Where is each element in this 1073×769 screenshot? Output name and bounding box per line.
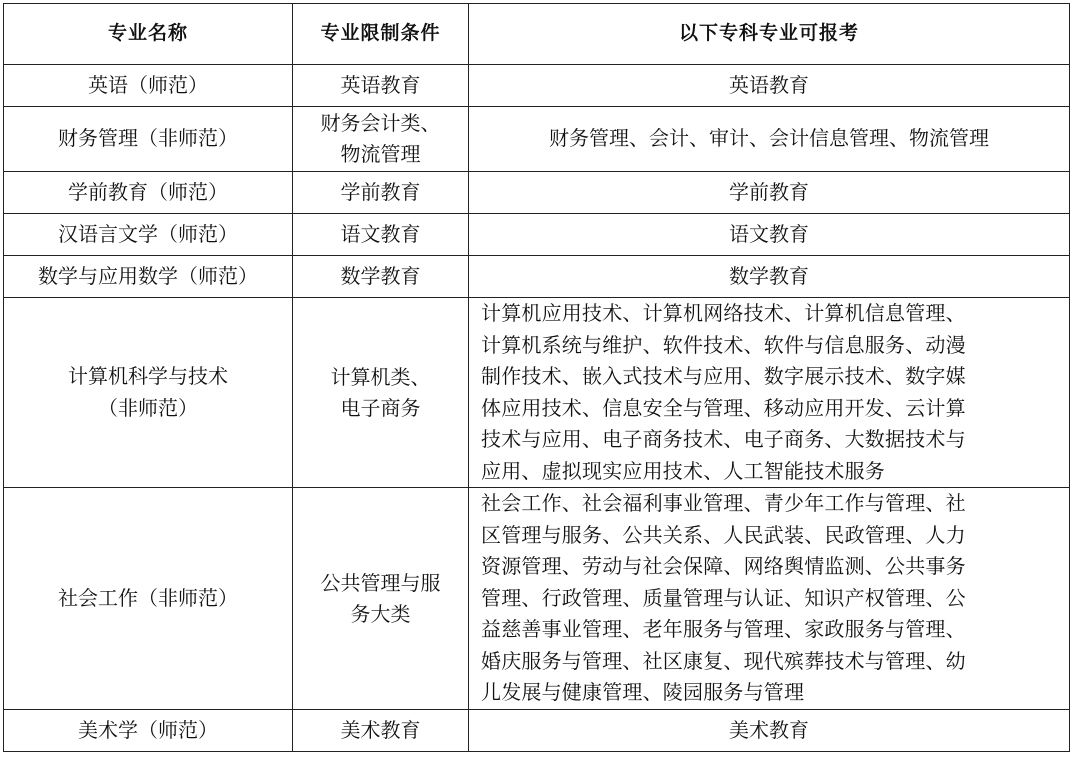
restriction-line: 美术教育 [340,718,421,742]
document-page [3,3,1070,752]
eligible-line: 美术教育 [729,717,809,742]
restriction-line: 公共管理与服 [320,570,441,595]
eligible-line: 语文教育 [729,221,809,246]
restriction-line: 计算机类、 [330,364,431,389]
eligible-line: 儿发展与健康管理、陵园服务与管理 [481,680,805,705]
eligible-line: 益慈善事业管理、老年服务与管理、家政服务与管理、 [481,617,966,642]
major-name-cell: 财务管理（非师范） [4,107,293,172]
major-name-line: （非师范） [98,395,198,420]
restriction-line: 英语教育 [340,73,421,97]
major-name-cell: 学前教育（师范） [4,172,293,214]
table-row [4,256,1070,298]
restriction-cell [293,256,469,298]
eligible-line: 计算机应用技术、计算机网络技术、计算机信息管理、 [481,301,966,325]
major-name-cell: 英语（师范） [4,65,293,107]
restriction-cell [293,65,469,107]
eligible-line: 技术与应用、电子商务技术、电子商务、大数据技术与 [481,427,966,451]
major-name-cell: 美术学（师范） [4,710,293,752]
eligible-line: 数学教育 [729,263,809,288]
eligible-majors-cell [469,172,1070,214]
table-row [4,298,1070,488]
eligible-line: 计算机系统与维护、软件技术、软件与信息服务、动漫 [481,332,966,357]
eligible-line: 制作技术、嵌入式技术与应用、数字展示技术、数字媒 [481,364,966,388]
table-row [4,214,1070,256]
major-name-cell [4,298,293,488]
eligible-line: 区管理与服务、公共关系、人民武装、民政管理、人力 [481,522,966,547]
eligible-majors-cell [469,710,1070,752]
table-row [4,65,1070,107]
restriction-line: 电子商务 [340,395,421,420]
eligible-majors-cell [469,298,1070,488]
table-row [4,488,1070,710]
eligible-majors-cell [469,214,1070,256]
header-restriction: 专业限制条件 [293,4,469,65]
eligible-line: 英语教育 [729,72,809,97]
eligible-line: 社会工作、社会福利事业管理、青少年工作与管理、社 [481,491,966,516]
restriction-cell [293,710,469,752]
eligible-line: 应用、虚拟现实应用技术、人工智能技术服务 [481,458,885,483]
eligible-line: 学前教育 [729,179,809,204]
major-eligibility-table [3,3,1070,752]
header-row [4,4,1070,65]
major-name-line: 计算机科学与技术 [68,364,228,388]
eligible-majors-cell [469,256,1070,298]
major-name-cell: 数学与应用数学（师范） [4,256,293,298]
header-major-name: 专业名称 [4,4,293,65]
restriction-line: 物流管理 [340,142,421,166]
restriction-cell [293,172,469,214]
restriction-line: 财务会计类、 [320,111,441,135]
restriction-cell [293,214,469,256]
eligible-line: 财务管理、会计、审计、会计信息管理、物流管理 [549,126,989,151]
major-name-cell: 汉语言文学（师范） [4,214,293,256]
eligible-line: 婚庆服务与管理、社区康复、现代殡葬技术与管理、幼 [481,648,966,673]
restriction-cell [293,107,469,172]
eligible-line: 资源管理、劳动与社会保障、网络舆情监测、公共事务 [481,554,966,579]
eligible-majors-cell [469,65,1070,107]
table-row [4,172,1070,214]
eligible-line: 体应用技术、信息安全与管理、移动应用开发、云计算 [481,395,966,420]
major-name-cell: 社会工作（非师范） [4,488,293,710]
table-row [4,710,1070,752]
eligible-line: 管理、行政管理、质量管理与认证、知识产权管理、公 [481,585,966,610]
restriction-line: 语文教育 [340,222,421,246]
restriction-cell [293,298,469,488]
table-row [4,107,1070,172]
restriction-line: 数学教育 [340,264,421,288]
restriction-line: 务大类 [350,601,411,626]
eligible-majors-cell [469,488,1070,710]
restriction-cell [293,488,469,710]
header-eligible-majors: 以下专科专业可报考 [469,4,1070,65]
eligible-majors-cell [469,107,1070,172]
restriction-line: 学前教育 [340,180,421,204]
